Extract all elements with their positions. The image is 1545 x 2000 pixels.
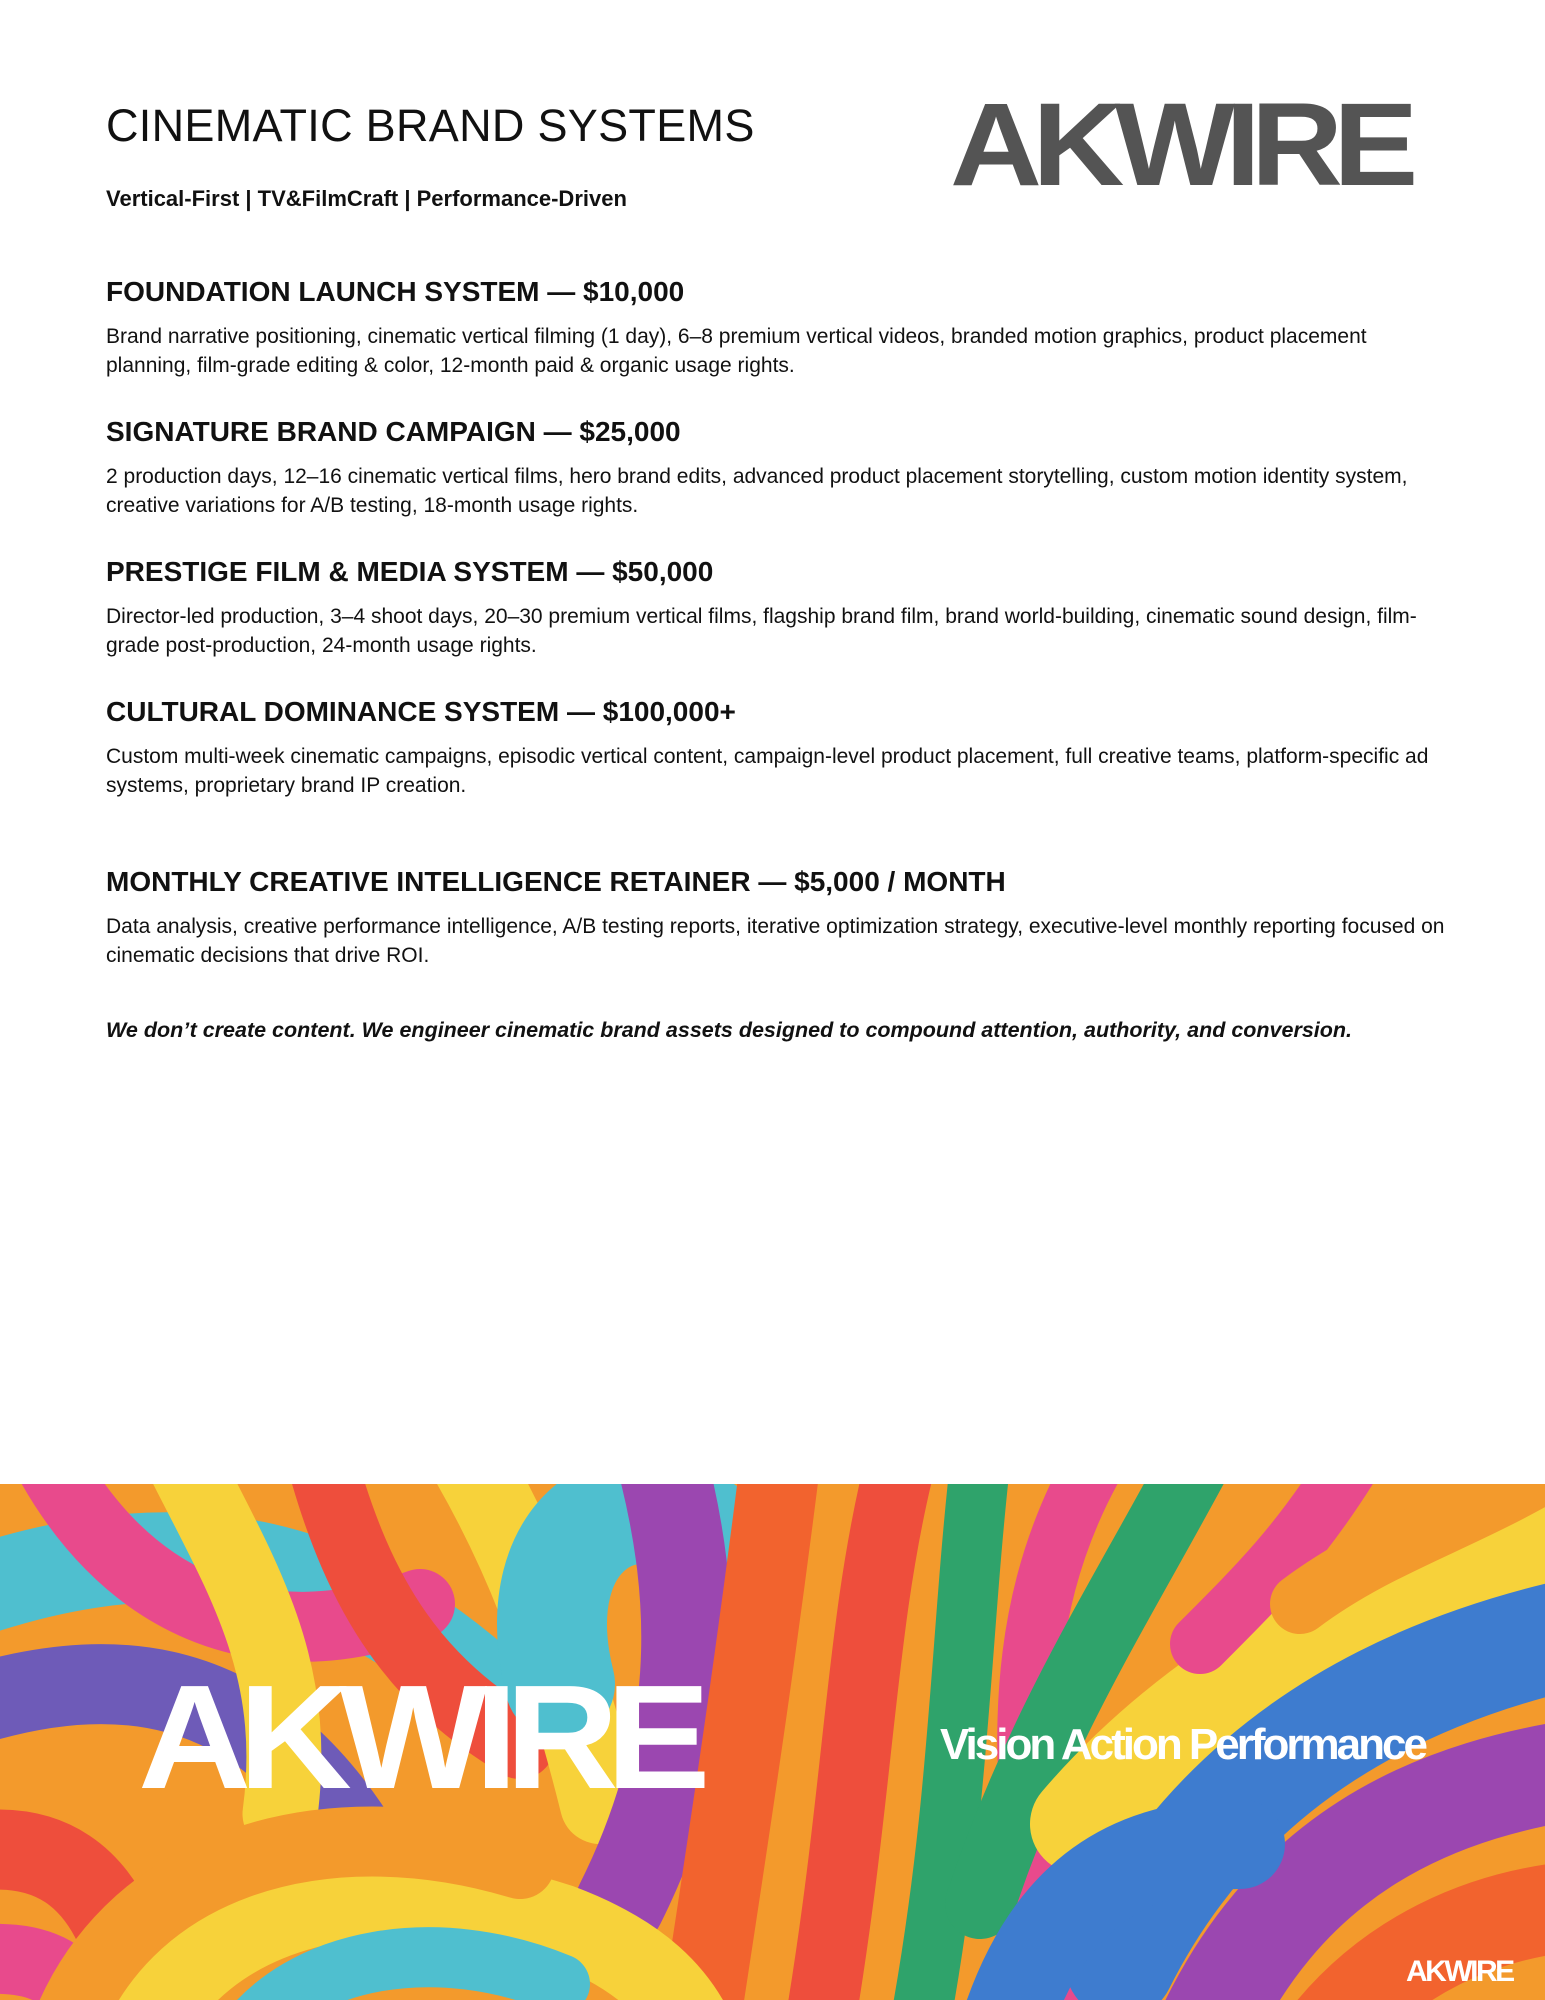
pricing-content bbox=[106, 272, 1446, 1043]
package-cultural-dominance bbox=[106, 692, 1446, 800]
page-subtitle: Vertical-First | TV&FilmCraft | Performance-Driven bbox=[106, 186, 627, 211]
package-heading: SIGNATURE BRAND CAMPAIGN — $25,000 bbox=[106, 416, 681, 447]
banner-slogan: Vision Action Performance bbox=[940, 1720, 1425, 1769]
package-description: Brand narrative positioning, cinematic vertical filming (1 day), 6–8 premium vertical videos, branded motion graphics, product placement planning, film-grade editing & color, 12-month paid & organic usage rights. bbox=[106, 325, 1367, 377]
tagline: We don’t create content. We engineer cinematic brand assets designed to compound attention, authority, and conversion. bbox=[106, 1018, 1353, 1042]
package-foundation bbox=[106, 272, 1446, 380]
banner-logo: AKWIRE bbox=[138, 1655, 698, 1820]
package-heading: PRESTIGE FILM & MEDIA SYSTEM — $50,000 bbox=[106, 556, 714, 587]
brand-logo: AKWIRE bbox=[950, 79, 1409, 211]
package-signature bbox=[106, 412, 1446, 520]
package-heading: FOUNDATION LAUNCH SYSTEM — $10,000 bbox=[106, 276, 685, 307]
package-description: Director-led production, 3–4 shoot days, 20–30 premium vertical films, flagship brand film, brand world-building, cinematic sound design, film-grade post-production, 24-month usage rights. bbox=[106, 605, 1417, 657]
package-retainer bbox=[106, 862, 1446, 970]
package-heading: CULTURAL DOMINANCE SYSTEM — $100,000+ bbox=[106, 696, 736, 727]
package-description: Custom multi-week cinematic campaigns, episodic vertical content, campaign-level product placement, full creative teams, platform-specific ad systems, proprietary brand IP creation. bbox=[106, 745, 1429, 797]
page-title: CINEMATIC BRAND SYSTEMS bbox=[106, 100, 755, 151]
retainer-heading: MONTHLY CREATIVE INTELLIGENCE RETAINER — $5,000 / MONTH bbox=[106, 866, 1006, 897]
package-description: 2 production days, 12–16 cinematic vertical films, hero brand edits, advanced product placement storytelling, custom motion identity system, creative variations for A/B testing, 18-month usage rights. bbox=[106, 465, 1408, 517]
retainer-description: Data analysis, creative performance intelligence, A/B testing reports, iterative optimization strategy, executive-level monthly reporting focused on cinematic decisions that drive ROI. bbox=[106, 915, 1445, 967]
corner-logo: AKWIRE bbox=[1406, 1955, 1513, 1988]
package-prestige bbox=[106, 552, 1446, 660]
